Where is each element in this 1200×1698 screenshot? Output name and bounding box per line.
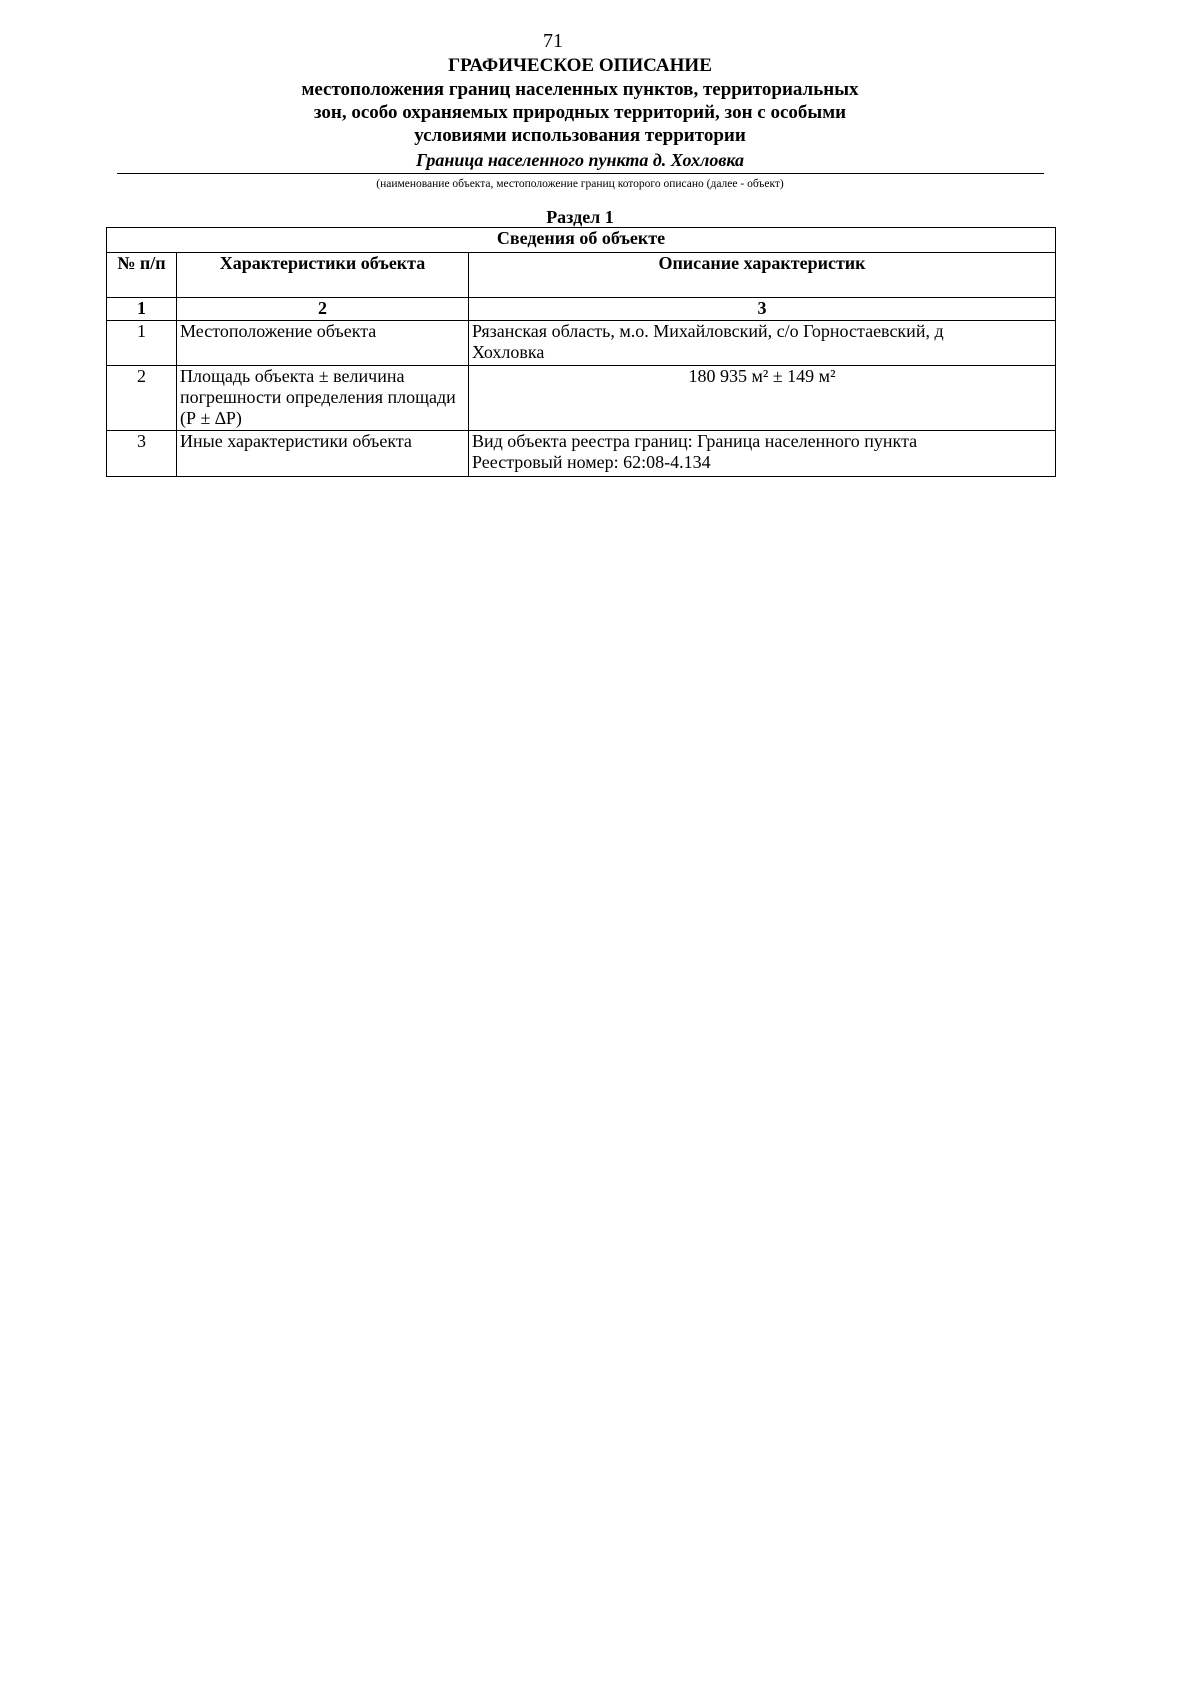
column-header-description: Описание характеристик [469,253,1056,298]
object-name-underline [117,173,1044,174]
object-info-table [106,227,1056,477]
row-characteristic [177,366,469,431]
row-description [469,321,1056,366]
column-index-3: 3 [469,298,1056,321]
page-number: 71 [543,30,563,52]
row-characteristic-line: Площадь объекта ± величина [180,366,405,386]
row-description-line: Вид объекта реестра границ: Граница населенного пункта [472,431,918,451]
document-subtitle-line-2: зон, особо охраняемых природных территорий, зон с особыми [313,102,847,123]
table-row [107,321,1056,366]
row-number: 1 [107,321,177,366]
column-header-num: № п/п [107,253,177,298]
row-description-line: Рязанская область, м.о. Михайловский, с/о Горностаевский, д [472,321,944,341]
table-caption: Сведения об объекте [107,228,1056,253]
row-characteristic: Иные характеристики объекта [177,431,469,477]
column-header-characteristics: Характеристики объекта [177,253,469,298]
table-row [107,366,1056,431]
row-characteristic-line: погрешности определения площади [180,387,456,407]
table-header-row [107,253,1056,298]
object-name-caption: (наименование объекта, местоположение границ которого описано (далее - объект) [376,178,784,190]
row-number: 2 [107,366,177,431]
object-name: Граница населенного пункта д. Хохловка [415,150,745,170]
document-subtitle-line-1: местоположения границ населенных пунктов, территориальных [301,79,859,100]
column-index-1: 1 [107,298,177,321]
row-characteristic: Местоположение объекта [177,321,469,366]
row-description [469,431,1056,477]
row-number: 3 [107,431,177,477]
row-characteristic-line: (Р ± ∆Р) [180,408,242,428]
table-row [107,431,1056,477]
document-title: ГРАФИЧЕСКОЕ ОПИСАНИЕ [448,55,712,76]
column-index-2: 2 [177,298,469,321]
document-subtitle-line-3: условиями использования территории [414,125,746,146]
row-description: 180 935 м² ± 149 м² [469,366,1056,431]
section-title: Раздел 1 [546,207,614,227]
column-index-row [107,298,1056,321]
row-description-line: Хохловка [472,342,545,362]
table-caption-row [107,228,1056,253]
row-description-line: Реестровый номер: 62:08-4.134 [472,452,711,472]
